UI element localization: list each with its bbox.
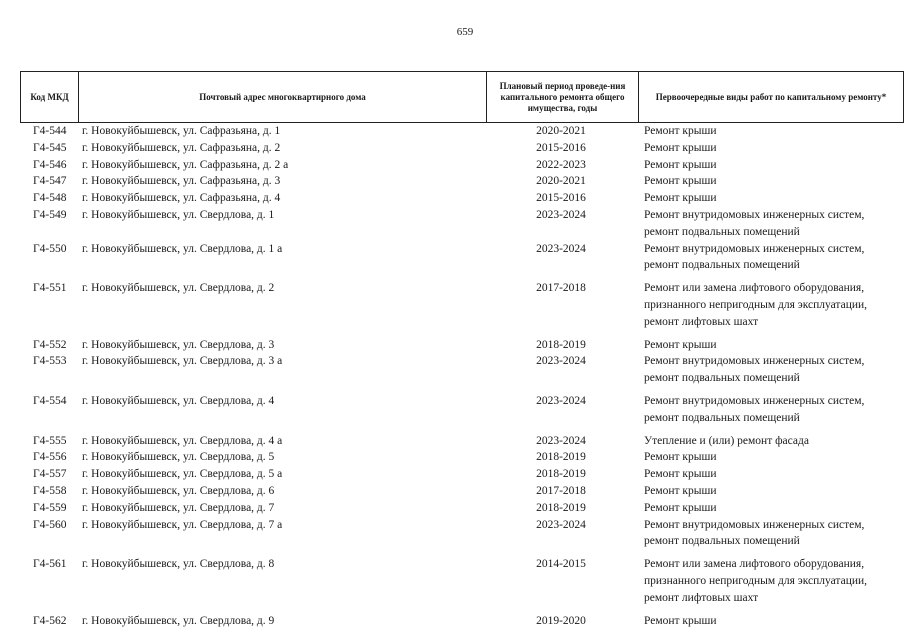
table-row bbox=[20, 280, 904, 336]
row-code: Г4-547 bbox=[33, 175, 67, 188]
row-code: Г4-554 bbox=[33, 394, 67, 407]
row-code: Г4-557 bbox=[33, 468, 67, 481]
row-works-line: Ремонт крыши bbox=[644, 484, 717, 497]
row-works-line: Ремонт крыши bbox=[644, 192, 717, 205]
row-period: 2022-2023 bbox=[536, 158, 586, 171]
row-code: Г4-548 bbox=[33, 192, 67, 205]
row-period: 2023-2024 bbox=[536, 208, 586, 221]
table-row bbox=[20, 393, 904, 433]
row-address: г. Новокуйбышевск, ул. Сафразьяна, д. 2 bbox=[82, 141, 281, 154]
table-row bbox=[20, 207, 904, 241]
row-works-line: Ремонт внутридомовых инженерных систем, bbox=[644, 242, 865, 255]
header-works: Первоочередные виды работ по капитальному ремонту* bbox=[638, 72, 904, 122]
row-code: Г4-560 bbox=[33, 518, 67, 531]
row-works-line: ремонт подвальных помещений bbox=[644, 259, 800, 272]
table-row bbox=[20, 157, 904, 174]
row-period: 2023-2024 bbox=[536, 434, 586, 447]
table-row bbox=[20, 353, 904, 393]
row-works-line: Ремонт или замена лифтового оборудования, bbox=[644, 282, 865, 295]
table-row bbox=[20, 241, 904, 281]
row-address: г. Новокуйбышевск, ул. Сафразьяна, д. 3 bbox=[82, 175, 281, 188]
row-works-line: Ремонт крыши bbox=[644, 175, 717, 188]
row-address: г. Новокуйбышевск, ул. Свердлова, д. 8 bbox=[82, 558, 275, 571]
table-row bbox=[20, 173, 904, 190]
row-period: 2017-2018 bbox=[536, 484, 586, 497]
row-period: 2023-2024 bbox=[536, 518, 586, 531]
row-works-line: признанного непригодным для эксплуатации, bbox=[644, 574, 868, 587]
row-works-line: Ремонт крыши bbox=[644, 141, 717, 154]
row-period: 2015-2016 bbox=[536, 141, 586, 154]
row-works-line: Ремонт внутридомовых инженерных систем, bbox=[644, 355, 865, 368]
row-address: г. Новокуйбышевск, ул. Свердлова, д. 5 а bbox=[82, 468, 283, 481]
row-code: Г4-561 bbox=[33, 558, 67, 571]
repair-schedule-table bbox=[20, 71, 904, 629]
table-header bbox=[20, 71, 904, 123]
row-address: г. Новокуйбышевск, ул. Свердлова, д. 3 bbox=[82, 338, 275, 351]
row-period: 2023-2024 bbox=[536, 355, 586, 368]
row-code: Г4-559 bbox=[33, 501, 67, 514]
row-address: г. Новокуйбышевск, ул. Свердлова, д. 7 а bbox=[82, 518, 283, 531]
row-address: г. Новокуйбышевск, ул. Свердлова, д. 1 а bbox=[82, 242, 283, 255]
table-row bbox=[20, 140, 904, 157]
row-code: Г4-546 bbox=[33, 158, 67, 171]
row-address: г. Новокуйбышевск, ул. Свердлова, д. 4 bbox=[82, 394, 275, 407]
page-number: 659 bbox=[456, 26, 474, 38]
row-works-line: признанного непригодным для эксплуатации, bbox=[644, 298, 868, 311]
row-works-line: Ремонт внутридомовых инженерных систем, bbox=[644, 208, 865, 221]
row-works-line: ремонт подвальных помещений bbox=[644, 225, 800, 238]
table-row bbox=[20, 433, 904, 450]
row-code: Г4-558 bbox=[33, 484, 67, 497]
row-works-line: Ремонт крыши bbox=[644, 158, 717, 171]
row-address: г. Новокуйбышевск, ул. Свердлова, д. 7 bbox=[82, 501, 275, 514]
table-body bbox=[20, 123, 904, 629]
row-code: Г4-553 bbox=[33, 355, 67, 368]
table-row bbox=[20, 483, 904, 500]
row-works-line: Ремонт крыши bbox=[644, 501, 717, 514]
row-period: 2018-2019 bbox=[536, 501, 586, 514]
table-row bbox=[20, 190, 904, 207]
table-row bbox=[20, 613, 904, 630]
row-address: г. Новокуйбышевск, ул. Сафразьяна, д. 4 bbox=[82, 192, 281, 205]
row-period: 2019-2020 bbox=[536, 614, 586, 627]
row-period: 2017-2018 bbox=[536, 282, 586, 295]
row-works-line: ремонт подвальных помещений bbox=[644, 372, 800, 385]
row-code: Г4-551 bbox=[33, 282, 67, 295]
row-period: 2018-2019 bbox=[536, 338, 586, 351]
row-period: 2020-2021 bbox=[536, 175, 586, 188]
table-row bbox=[20, 449, 904, 466]
table-row bbox=[20, 517, 904, 557]
row-code: Г4-555 bbox=[33, 434, 67, 447]
row-works-line: Ремонт крыши bbox=[644, 614, 717, 627]
row-address: г. Новокуйбышевск, ул. Свердлова, д. 3 а bbox=[82, 355, 283, 368]
row-works-line: Ремонт внутридомовых инженерных систем, bbox=[644, 518, 865, 531]
row-period: 2015-2016 bbox=[536, 192, 586, 205]
header-address: Почтовый адрес многоквартирного дома bbox=[78, 72, 486, 122]
row-code: Г4-549 bbox=[33, 208, 67, 221]
row-works-line: Ремонт внутридомовых инженерных систем, bbox=[644, 394, 865, 407]
row-address: г. Новокуйбышевск, ул. Сафразьяна, д. 2 а bbox=[82, 158, 289, 171]
row-period: 2018-2019 bbox=[536, 451, 586, 464]
row-works-line: Ремонт крыши bbox=[644, 468, 717, 481]
row-works-line: ремонт лифтовых шахт bbox=[644, 591, 759, 604]
row-works-line: ремонт лифтовых шахт bbox=[644, 315, 759, 328]
header-code: Код МКД bbox=[20, 72, 78, 122]
row-code: Г4-550 bbox=[33, 242, 67, 255]
row-works-line: Утепление и (или) ремонт фасада bbox=[644, 434, 809, 447]
row-address: г. Новокуйбышевск, ул. Свердлова, д. 5 bbox=[82, 451, 275, 464]
row-address: г. Новокуйбышевск, ул. Свердлова, д. 4 а bbox=[82, 434, 283, 447]
row-period: 2020-2021 bbox=[536, 125, 586, 137]
row-works-line: Ремонт крыши bbox=[644, 338, 717, 351]
row-address: г. Новокуйбышевск, ул. Свердлова, д. 2 bbox=[82, 282, 275, 295]
row-works-line: ремонт подвальных помещений bbox=[644, 535, 800, 548]
header-period: Плановый период проведе-ния капитального ремонта общего имущества, годы bbox=[486, 72, 638, 122]
row-address: г. Новокуйбышевск, ул. Сафразьяна, д. 1 bbox=[82, 125, 281, 137]
table-row bbox=[20, 123, 904, 140]
row-works-line: ремонт подвальных помещений bbox=[644, 411, 800, 424]
row-period: 2014-2015 bbox=[536, 558, 586, 571]
row-address: г. Новокуйбышевск, ул. Свердлова, д. 6 bbox=[82, 484, 275, 497]
row-period: 2018-2019 bbox=[536, 468, 586, 481]
row-period: 2023-2024 bbox=[536, 242, 586, 255]
table-row bbox=[20, 337, 904, 354]
table-row bbox=[20, 500, 904, 517]
row-works-line: Ремонт крыши bbox=[644, 451, 717, 464]
row-code: Г4-562 bbox=[33, 614, 67, 627]
row-code: Г4-545 bbox=[33, 141, 67, 154]
row-address: г. Новокуйбышевск, ул. Свердлова, д. 1 bbox=[82, 208, 275, 221]
row-period: 2023-2024 bbox=[536, 394, 586, 407]
table-row bbox=[20, 466, 904, 483]
table-row bbox=[20, 556, 904, 612]
row-works-line: Ремонт или замена лифтового оборудования, bbox=[644, 558, 865, 571]
row-address: г. Новокуйбышевск, ул. Свердлова, д. 9 bbox=[82, 614, 275, 627]
row-code: Г4-556 bbox=[33, 451, 67, 464]
row-code: Г4-544 bbox=[33, 125, 67, 137]
row-code: Г4-552 bbox=[33, 338, 67, 351]
row-works-line: Ремонт крыши bbox=[644, 125, 717, 137]
